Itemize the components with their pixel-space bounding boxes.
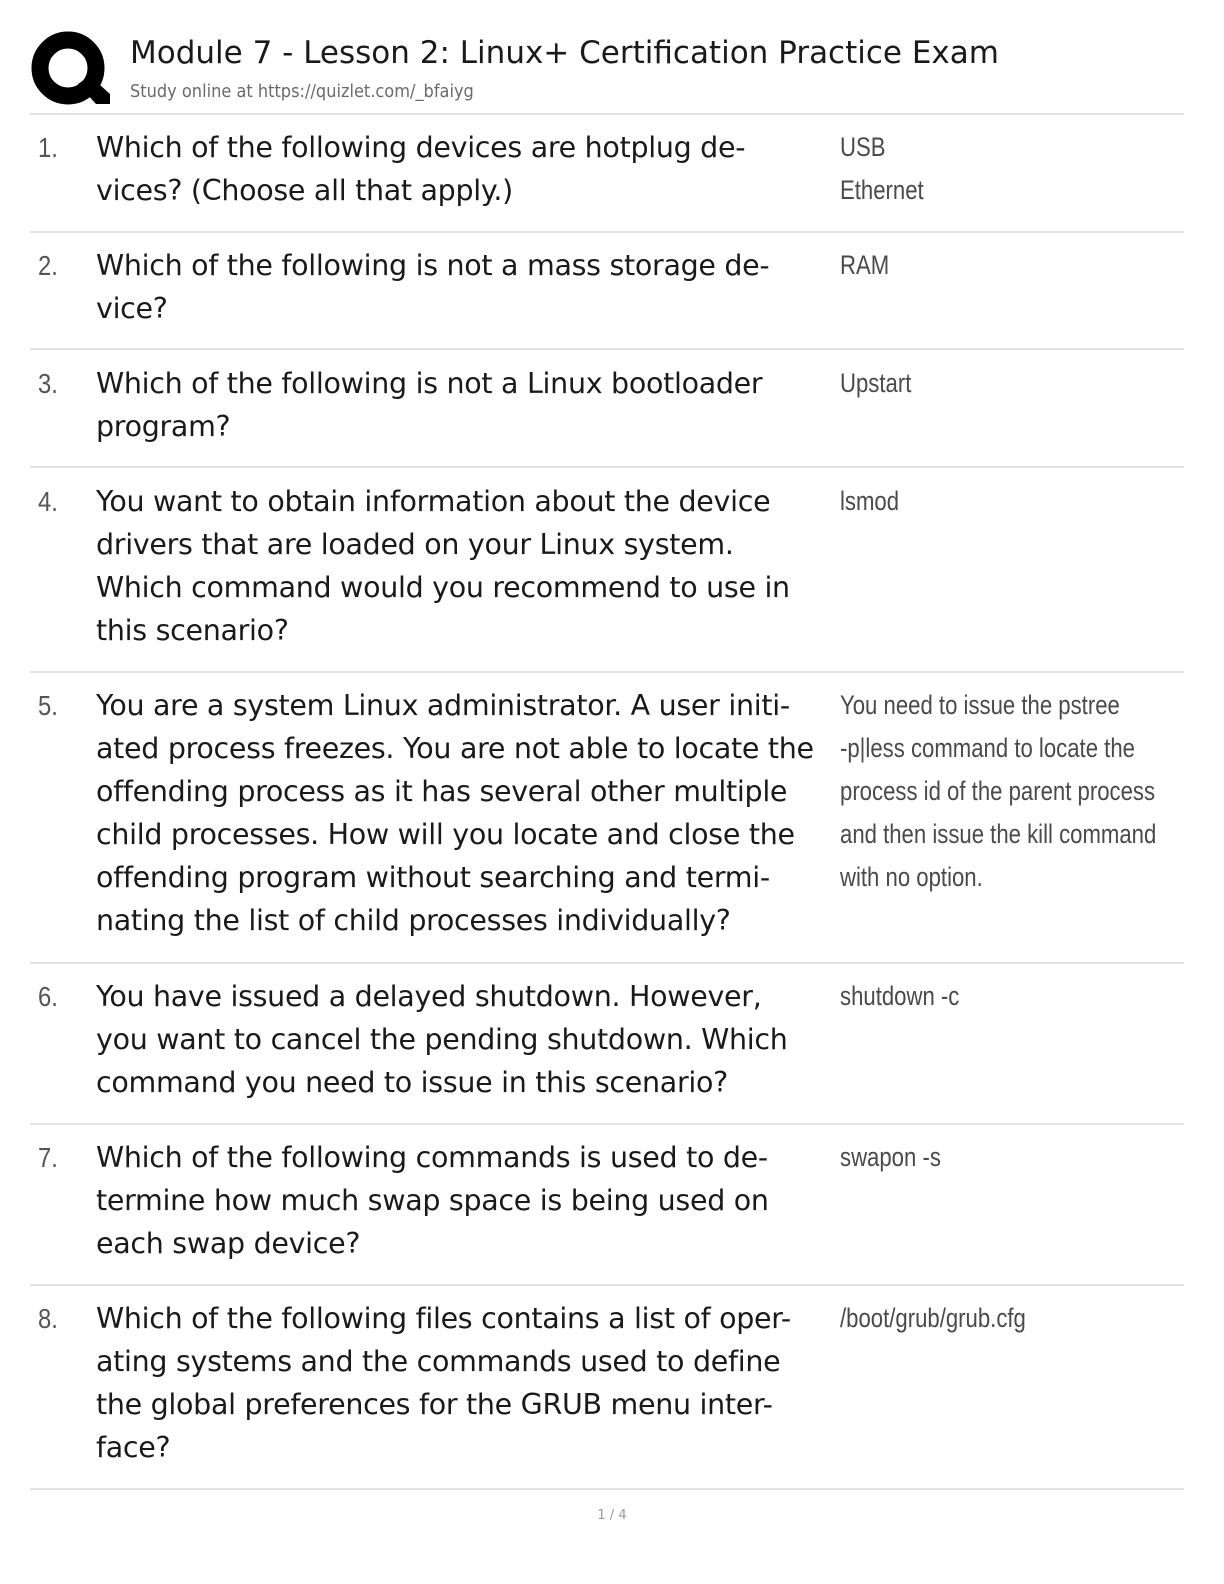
answer-text: Upstart xyxy=(840,368,912,398)
answer-text: lsmod xyxy=(840,486,900,516)
question-text: Which of the following devices are hotplug de- vices? (Choose all that apply.) xyxy=(96,131,746,207)
item-number: 3. xyxy=(38,368,58,399)
question-text: Which of the following files contains a list of oper- ating systems and the commands used to define the global preferences for the GRUB menu inter- face? xyxy=(96,1302,791,1464)
divider xyxy=(30,113,1184,115)
item-number: 8. xyxy=(38,1303,58,1334)
page-header xyxy=(30,28,1190,110)
page-number: 1 / 4 xyxy=(597,1508,627,1523)
question-text: You have issued a delayed shutdown. However, you want to cancel the pending shutdown. Which command you need to issue in this scenario? xyxy=(96,980,788,1099)
divider xyxy=(30,348,1184,350)
question-text: You are a system Linux administrator. A user initi- ated process freezes. You are not able to locate the offending process as it has several other multiple child processes. How will you locate and close the offending program without searching and termi- nating the list of child processes individually? xyxy=(96,689,814,937)
question-text: You want to obtain information about the device drivers that are loaded on your Linux system. Which command would you recommend to use in this scenario? xyxy=(96,485,790,647)
question-text: Which of the following is not a mass storage de- vice? xyxy=(96,249,770,325)
quizlet-logo-icon xyxy=(30,30,110,110)
answer-text: You need to issue the pstree -p|less command to locate the process id of the parent process and then issue the kill command with no option. xyxy=(840,690,1157,892)
question-text: Which of the following is not a Linux bootloader program? xyxy=(96,367,763,443)
answer-text: /boot/grub/grub.cfg xyxy=(840,1303,1026,1333)
divider xyxy=(30,962,1184,964)
answer-text: swapon -s xyxy=(840,1142,941,1172)
item-number: 2. xyxy=(38,250,58,281)
page-title: Module 7 - Lesson 2: Linux+ Certification Practice Exam xyxy=(130,35,999,71)
item-number: 4. xyxy=(38,486,58,517)
item-number: 5. xyxy=(38,690,58,721)
answer-text: USB Ethernet xyxy=(840,132,924,205)
answer-text: RAM xyxy=(840,250,890,280)
item-number: 7. xyxy=(38,1142,58,1173)
divider xyxy=(30,1284,1184,1286)
study-link[interactable]: Study online at https://quizlet.com/_bfaiyg xyxy=(130,81,474,102)
question-text: Which of the following commands is used to de- termine how much swap space is being used on each swap device? xyxy=(96,1141,769,1260)
item-number: 6. xyxy=(38,981,58,1012)
item-number: 1. xyxy=(38,132,58,163)
divider xyxy=(30,1123,1184,1125)
divider xyxy=(30,1488,1184,1490)
answer-text: shutdown -c xyxy=(840,981,960,1011)
divider xyxy=(30,671,1184,673)
divider xyxy=(30,231,1184,233)
divider xyxy=(30,466,1184,468)
